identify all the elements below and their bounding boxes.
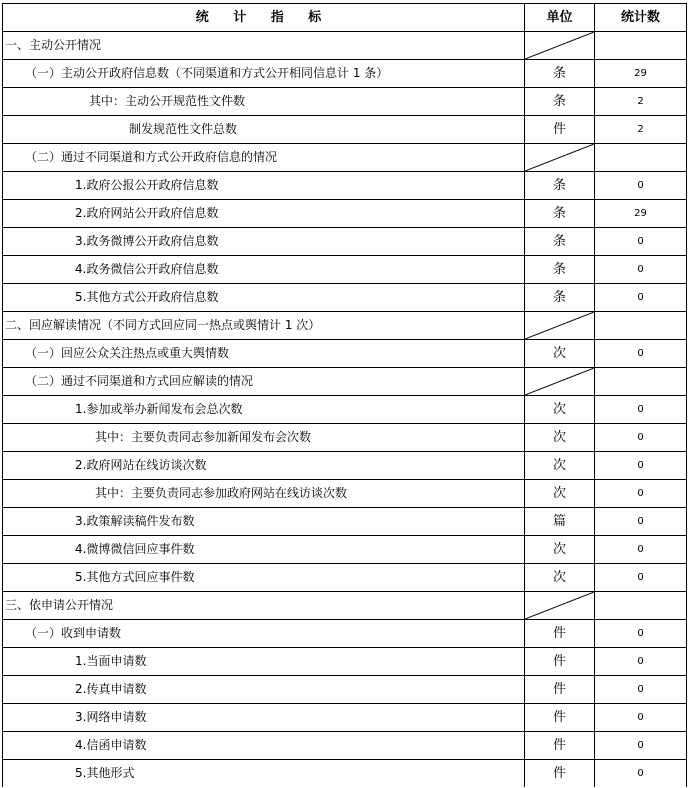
diagonal-line (525, 312, 594, 339)
row-count: 29 (595, 60, 687, 88)
row-label: 2.政府网站公开政府信息数 (3, 200, 525, 228)
row-label: （一）回应公众关注热点或重大舆情数 (3, 340, 525, 368)
diagonal-line (525, 144, 594, 171)
row-count: 0 (595, 508, 687, 536)
row-label: 5.其他形式 (3, 760, 525, 788)
row-label: 3.政策解读稿件发布数 (3, 508, 525, 536)
table-row (3, 284, 687, 312)
row-label: 3.网络申请数 (3, 704, 525, 732)
table-header-row (3, 4, 687, 32)
row-unit: 次 (525, 452, 595, 480)
table-row (3, 116, 687, 144)
empty-count-cell (595, 32, 687, 60)
row-unit: 件 (525, 732, 595, 760)
row-count: 0 (595, 396, 687, 424)
row-count: 0 (595, 620, 687, 648)
table-row (3, 452, 687, 480)
table-row (3, 396, 687, 424)
row-count: 29 (595, 200, 687, 228)
row-count: 0 (595, 340, 687, 368)
row-count: 0 (595, 564, 687, 592)
table-row (3, 480, 687, 508)
row-count: 0 (595, 228, 687, 256)
row-label: （二）通过不同渠道和方式公开政府信息的情况 (3, 144, 525, 172)
row-label: （一）收到申请数 (3, 620, 525, 648)
table-body (3, 32, 687, 788)
header-indicator: 统 计 指 标 (3, 4, 525, 32)
table-row (3, 676, 687, 704)
header-count: 统计数 (595, 4, 687, 32)
table-row (3, 424, 687, 452)
row-count: 2 (595, 88, 687, 116)
table-row (3, 228, 687, 256)
row-label: 1.政府公报公开政府信息数 (3, 172, 525, 200)
table-row (3, 648, 687, 676)
row-label: 其中：主要负责同志参加政府网站在线访谈次数 (3, 480, 525, 508)
row-unit: 次 (525, 480, 595, 508)
row-label: 2.传真申请数 (3, 676, 525, 704)
row-label: 1.参加或举办新闻发布会总次数 (3, 396, 525, 424)
row-unit: 次 (525, 564, 595, 592)
diagonal-slash-cell (525, 592, 595, 620)
empty-count-cell (595, 144, 687, 172)
empty-count-cell (595, 592, 687, 620)
row-label: 一、主动公开情况 (3, 32, 525, 60)
table-row (3, 508, 687, 536)
statistics-table (2, 3, 687, 787)
row-label: 4.微博微信回应事件数 (3, 536, 525, 564)
row-count: 0 (595, 648, 687, 676)
row-unit: 次 (525, 396, 595, 424)
diagonal-line (525, 368, 594, 395)
row-unit: 次 (525, 424, 595, 452)
diagonal-slash-cell (525, 368, 595, 396)
row-count: 0 (595, 704, 687, 732)
row-label: 5.其他方式公开政府信息数 (3, 284, 525, 312)
row-count: 2 (595, 116, 687, 144)
row-count: 0 (595, 536, 687, 564)
row-count: 0 (595, 284, 687, 312)
table-row (3, 312, 687, 340)
row-label: 5.其他方式回应事件数 (3, 564, 525, 592)
row-count: 0 (595, 480, 687, 508)
row-unit: 篇 (525, 508, 595, 536)
table-row (3, 368, 687, 396)
row-count: 0 (595, 256, 687, 284)
table-row (3, 256, 687, 284)
row-unit: 条 (525, 284, 595, 312)
table-row (3, 88, 687, 116)
row-unit: 件 (525, 704, 595, 732)
row-unit: 件 (525, 620, 595, 648)
row-unit: 次 (525, 340, 595, 368)
row-count: 0 (595, 676, 687, 704)
row-unit: 条 (525, 172, 595, 200)
row-count: 0 (595, 760, 687, 788)
row-unit: 件 (525, 676, 595, 704)
row-label: 2.政府网站在线访谈次数 (3, 452, 525, 480)
table-row (3, 340, 687, 368)
row-count: 0 (595, 424, 687, 452)
row-label: 3.政务微博公开政府信息数 (3, 228, 525, 256)
row-label: 4.信函申请数 (3, 732, 525, 760)
table-row (3, 200, 687, 228)
row-label: 4.政务微信公开政府信息数 (3, 256, 525, 284)
diagonal-line (525, 32, 594, 59)
table-row (3, 536, 687, 564)
diagonal-slash-cell (525, 312, 595, 340)
table-row (3, 172, 687, 200)
table-row (3, 592, 687, 620)
row-count: 0 (595, 732, 687, 760)
row-unit: 条 (525, 88, 595, 116)
empty-count-cell (595, 368, 687, 396)
row-unit: 次 (525, 536, 595, 564)
table-row (3, 620, 687, 648)
table-row (3, 564, 687, 592)
row-unit: 件 (525, 648, 595, 676)
row-label: 三、依申请公开情况 (3, 592, 525, 620)
diagonal-slash-cell (525, 144, 595, 172)
row-count: 0 (595, 172, 687, 200)
row-unit: 件 (525, 760, 595, 788)
row-label: 其中：主要负责同志参加新闻发布会次数 (3, 424, 525, 452)
row-label: 其中：主动公开规范性文件数 (3, 88, 525, 116)
row-count: 0 (595, 452, 687, 480)
row-label: 制发规范性文件总数 (3, 116, 525, 144)
diagonal-line (525, 592, 594, 619)
row-label: （一）主动公开政府信息数（不同渠道和方式公开相同信息计 1 条） (3, 60, 525, 88)
table-row (3, 32, 687, 60)
table-row (3, 760, 687, 788)
row-unit: 件 (525, 116, 595, 144)
table-row (3, 704, 687, 732)
row-unit: 条 (525, 228, 595, 256)
row-label: （二）通过不同渠道和方式回应解读的情况 (3, 368, 525, 396)
row-unit: 条 (525, 60, 595, 88)
table-row (3, 732, 687, 760)
empty-count-cell (595, 312, 687, 340)
row-unit: 条 (525, 256, 595, 284)
header-unit: 单位 (525, 4, 595, 32)
row-label: 1.当面申请数 (3, 648, 525, 676)
row-unit: 条 (525, 200, 595, 228)
row-label: 二、回应解读情况（不同方式回应同一热点或舆情计 1 次） (3, 312, 525, 340)
diagonal-slash-cell (525, 32, 595, 60)
table-row (3, 60, 687, 88)
table-row (3, 144, 687, 172)
